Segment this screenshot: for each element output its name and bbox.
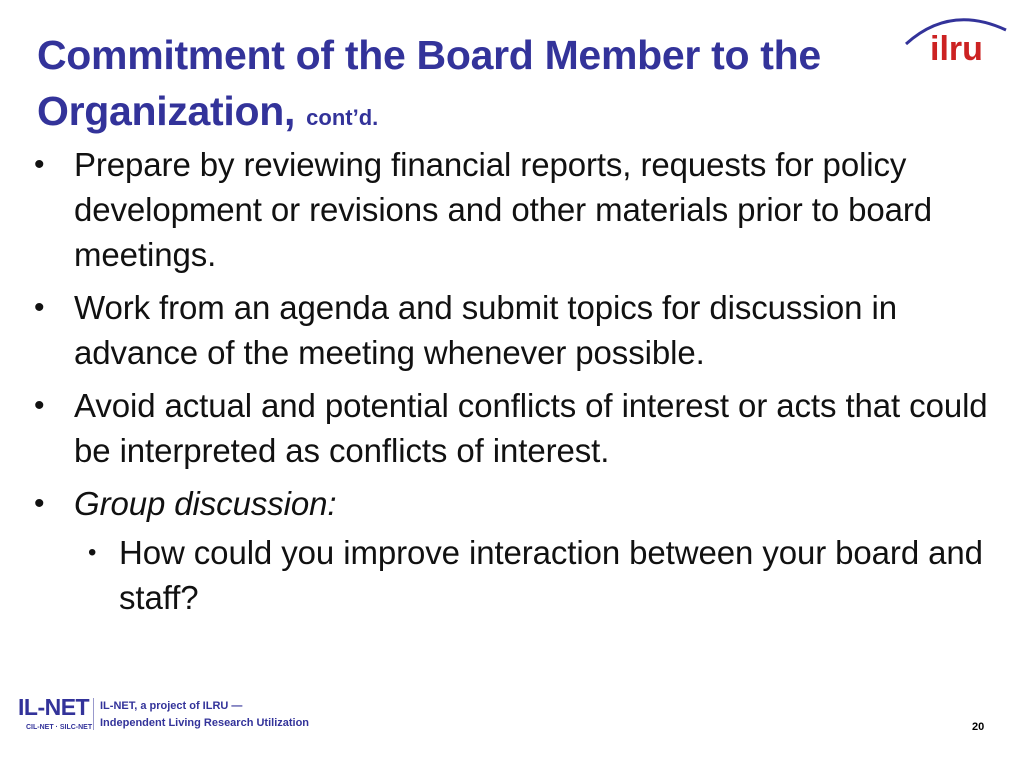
bullet-dot-icon: • (34, 148, 45, 181)
slide-title (37, 27, 897, 146)
bullet-dot-icon: • (34, 291, 45, 324)
page-number: 20 (972, 721, 985, 733)
slide-title-suffix: cont’d. (306, 105, 379, 130)
sub-bullet-dot-icon: • (88, 539, 97, 566)
footer-line-1: IL-NET, a project of ILRU — (100, 700, 243, 712)
list-item-text: Group discussion: (74, 485, 337, 522)
bullet-dot-icon: • (34, 389, 45, 422)
ilru-logo-text: ilru (930, 30, 983, 68)
list-item (30, 142, 990, 277)
footer-divider (93, 698, 94, 730)
bullet-dot-icon: • (34, 487, 45, 520)
list-item-text: Avoid actual and potential conflicts of interest or acts that could be interpreted as conflicts of interest. (74, 387, 988, 469)
footer-line-2: Independent Living Research Utilization (100, 717, 310, 729)
ilru-logo-graphic (900, 8, 1012, 68)
sub-list-item (74, 530, 990, 620)
slide-title-main: Commitment of the Board Member to the Organization, (37, 32, 821, 134)
footer-brand: IL-NET (18, 694, 90, 720)
footer-il-net-logo (18, 692, 318, 738)
list-item (30, 481, 990, 620)
footer-brand-sub: CIL-NET · SILC-NET (26, 724, 93, 731)
list-item-text: Prepare by reviewing financial reports, requests for policy development or revisions and other materials prior to board meetings. (74, 146, 933, 273)
bullet-list (30, 142, 990, 628)
list-item (30, 383, 990, 473)
sub-list-item-text: How could you improve interaction between your board and staff? (119, 534, 983, 616)
ilru-logo (900, 8, 1012, 68)
list-item-text: Work from an agenda and submit topics for discussion in advance of the meeting whenever possible. (74, 289, 897, 371)
list-item (30, 285, 990, 375)
